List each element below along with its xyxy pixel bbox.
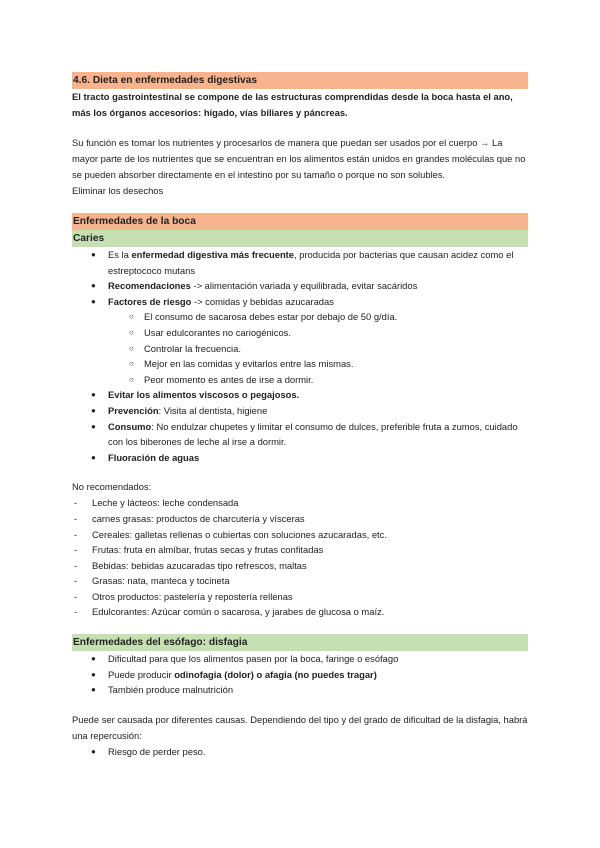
list-item: ● Es la enfermedad digestiva más frecuente, producida por bacterias que causan acidez como el estreptococo mutans xyxy=(91,249,514,276)
cause-paragraph: Puede ser causada por diferentes causas. Dependiendo del tipo y del grado de dificultad de la disfagia, habrá una repercusión: xyxy=(72,713,528,741)
list-item: - Cereales: galletas rellenas o cubiertas con soluciones azucaradas, etc. xyxy=(72,527,528,543)
list-item: ● Puede producir odinofagia (dolor) o afagia (no puedes tragar) xyxy=(72,667,528,683)
list-item: - Otros productos: pastelería y repostería rellenas xyxy=(72,589,528,605)
esofago-list xyxy=(72,651,528,698)
list-item: - Bebidas: bebidas azucaradas tipo refrescos, maltas xyxy=(72,558,528,574)
section-title: 4.6. Dieta en enfermedades digestivas xyxy=(72,72,528,89)
dash-icon: - xyxy=(74,590,78,602)
heading-esofago: Enfermedades del esófago: disfagia xyxy=(72,634,528,651)
list-item: - carnes grasas: productos de charcutería y vísceras xyxy=(72,511,528,527)
heading-caries: Caries xyxy=(72,230,528,247)
list-item: ● Dificultad para que los alimentos pasen por la boca, faringe o esófago xyxy=(72,651,528,667)
risk-sublist xyxy=(72,309,528,387)
caries-list xyxy=(72,247,528,309)
circle-bullet-icon: ○ xyxy=(129,312,134,322)
dash-icon: - xyxy=(74,575,78,587)
dash-icon: - xyxy=(74,544,78,556)
list-item: ● Factores de riesgo -> comidas y bebidas azucaradas xyxy=(72,294,528,310)
bullet-icon: ● xyxy=(91,746,96,756)
list-item: - Edulcorantes: Azúcar común o sacarosa, y jarabes de glucosa o maíz. xyxy=(72,604,528,620)
list-item: ● Recomendaciones -> alimentación variada y equilibrada, evitar sacáridos xyxy=(72,278,528,294)
bullet-icon: ● xyxy=(91,296,96,306)
caries-list-2 xyxy=(72,387,528,465)
circle-bullet-icon: ○ xyxy=(129,359,134,369)
circle-bullet-icon: ○ xyxy=(129,343,134,353)
list-item: - Grasas: nata, manteca y tocineta xyxy=(72,573,528,589)
list-item: ○ Mejor en las comidas y evitarlos entre las mismas. xyxy=(72,356,528,372)
circle-bullet-icon: ○ xyxy=(129,374,134,384)
bullet-icon: ● xyxy=(91,654,96,664)
bullet-icon: ● xyxy=(91,250,96,259)
list-item: ● Consumo: No endulzar chupetes y limitar el consumo de dulces, preferible fruta a zumos, cuidado con los biberones de leche al irse a dormir. xyxy=(91,420,518,448)
dash-icon: - xyxy=(74,606,78,618)
list-item: ○ Peor momento es antes de irse a dormir. xyxy=(72,372,528,388)
dash-icon: - xyxy=(74,528,78,540)
dash-icon: - xyxy=(74,559,78,571)
bullet-icon: ● xyxy=(91,281,96,291)
no-recommended-title: No recomendados: xyxy=(72,481,152,493)
list-item: ● También produce malnutrición xyxy=(72,682,528,698)
bullet-icon: ● xyxy=(91,405,96,415)
bullet-icon: ● xyxy=(91,685,96,695)
function-paragraph-2: Eliminar los desechos xyxy=(72,185,164,196)
list-item: ○ El consumo de sacarosa debes estar por debajo de 50 g/día. xyxy=(72,309,528,325)
bullet-icon: ● xyxy=(91,390,96,400)
bullet-icon: ● xyxy=(91,669,96,679)
bullet-icon: ● xyxy=(91,421,96,431)
no-recommended-list xyxy=(72,495,528,620)
list-item: ● Riesgo de perder peso. xyxy=(72,744,528,760)
bullet-icon: ● xyxy=(91,452,96,462)
list-item: - Leche y lácteos: leche condensada xyxy=(72,495,528,511)
dash-icon: - xyxy=(74,512,78,524)
list-item: - Frutas: fruta en almíbar, frutas secas y frutas confitadas xyxy=(72,542,528,558)
dash-icon: - xyxy=(74,497,78,509)
document-page xyxy=(72,72,528,759)
intro-paragraph: El tracto gastrointestinal se compone de las estructuras comprendidas desde la boca hasta el ano, más los órganos accesorios: hígado, vías biliares y páncreas. xyxy=(72,91,513,118)
circle-bullet-icon: ○ xyxy=(129,327,134,337)
list-item: ○ Usar edulcorantes no cariogénicos. xyxy=(72,325,528,341)
repercussion-list xyxy=(72,744,528,760)
list-item: ● Evitar los alimentos viscosos o pegajosos. xyxy=(72,387,528,403)
list-item: ● Prevención: Visita al dentista, higiene xyxy=(72,403,528,419)
function-paragraph: Su función es tomar los nutrientes y procesarlos de manera que puedan ser usados por el cuerpo → La mayor parte de los nutrientes que se encuentran en los alimentos están unidos en grandes moléculas que no se pueden absorber directamente en el intestino por su tamaño o porque no son solubles. xyxy=(72,137,526,180)
heading-boca: Enfermedades de la boca xyxy=(72,213,528,230)
list-item: ○ Controlar la frecuencia. xyxy=(72,341,528,357)
list-item: ● Fluoración de aguas xyxy=(72,450,528,466)
